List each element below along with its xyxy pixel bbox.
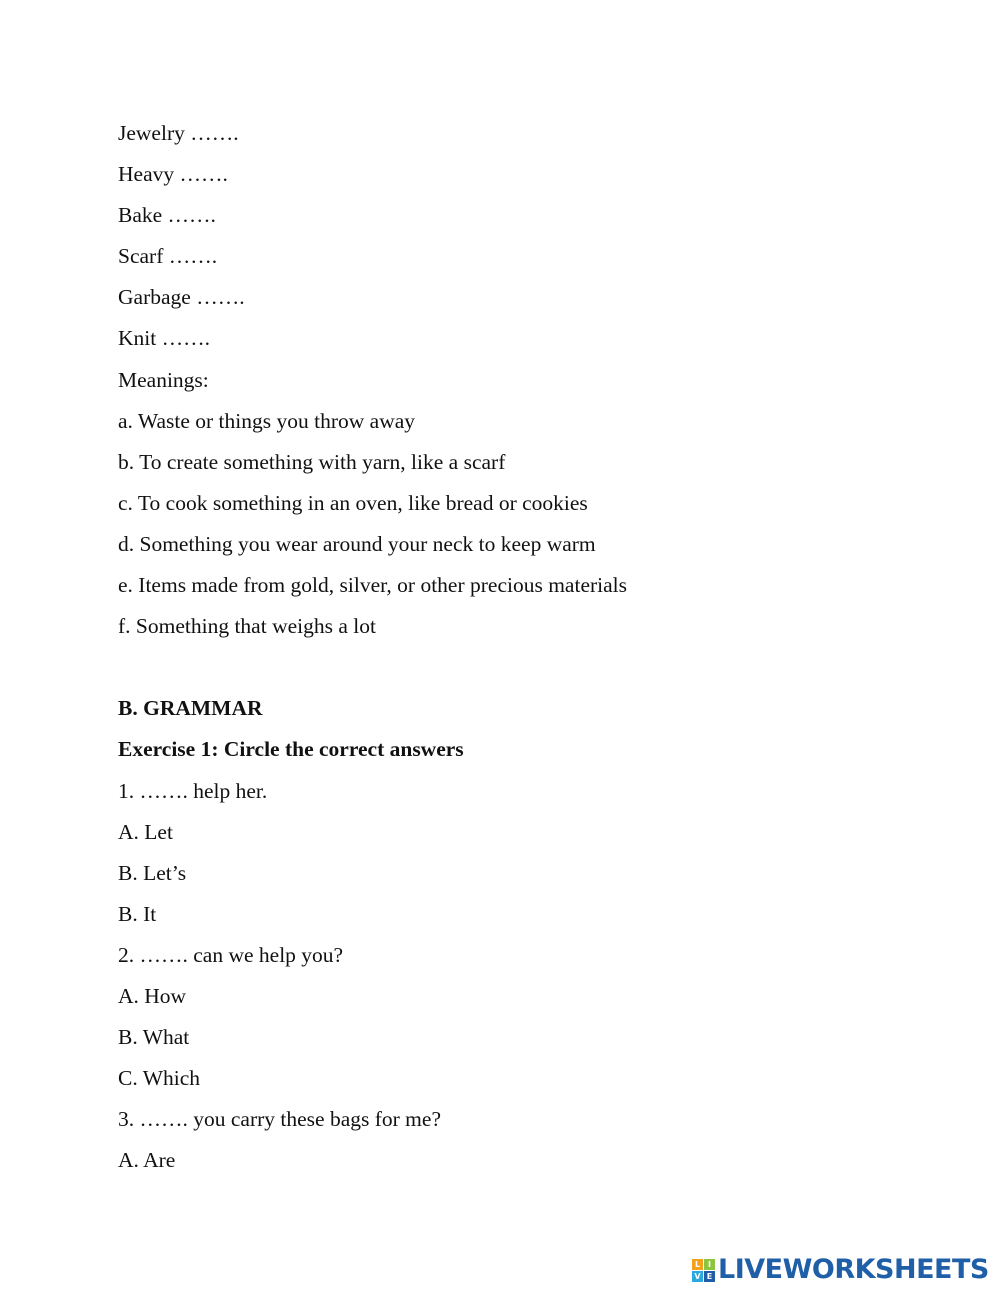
vocab-word: Garbage ……. [118, 285, 245, 310]
question-block [118, 771, 918, 935]
meaning-item: a. Waste or things you throw away [118, 408, 416, 433]
exercise-title: Exercise 1: Circle the correct answers [118, 737, 464, 762]
vocab-word: Heavy ……. [118, 162, 228, 187]
meaning-item: c. To cook something in an oven, like bread or cookies [118, 490, 588, 515]
answer-option: B. What [118, 1025, 190, 1050]
question-text: 3. ……. you carry these bags for me? [118, 1107, 441, 1132]
answer-option: A. Let [118, 819, 173, 844]
section-spacer [118, 647, 918, 688]
meaning-item: f. Something that weighs a lot [118, 614, 376, 639]
meaning-item: d. Something you wear around your neck to keep warm [118, 531, 596, 556]
logo-mark-cell: L [692, 1259, 703, 1270]
liveworksheets-logo [692, 1254, 989, 1286]
question-text: 2. ……. can we help you? [118, 942, 344, 967]
vocab-word: Jewelry ……. [118, 121, 239, 145]
meanings-list [118, 401, 918, 648]
worksheet-page [118, 113, 918, 1181]
vocab-word: Scarf ……. [118, 244, 218, 269]
answer-option: A. Are [118, 1148, 176, 1173]
logo-text: LIVEWORKSHEETS [718, 1254, 989, 1285]
logo-mark-cell: I [704, 1259, 715, 1270]
question-block [118, 1099, 918, 1181]
meaning-item: b. To create something with yarn, like a scarf [118, 449, 506, 474]
answer-option: A. How [118, 983, 187, 1008]
meanings-label: Meanings: [118, 367, 209, 392]
vocab-word: Bake ……. [118, 203, 216, 228]
grammar-section-title: B. GRAMMAR [118, 696, 263, 721]
answer-option: B. Let’s [118, 860, 187, 885]
answer-option: B. It [118, 901, 157, 926]
logo-mark-icon [692, 1259, 715, 1282]
meaning-item: e. Items made from gold, silver, or other precious materials [118, 573, 628, 598]
logo-mark-cell: V [692, 1271, 703, 1282]
logo-mark-cell: E [704, 1271, 715, 1282]
vocab-word: Knit ……. [118, 326, 210, 351]
question-block [118, 935, 918, 1099]
vocabulary-words [118, 113, 918, 360]
question-text: 1. ……. help her. [118, 778, 268, 803]
answer-option: C. Which [118, 1066, 201, 1091]
